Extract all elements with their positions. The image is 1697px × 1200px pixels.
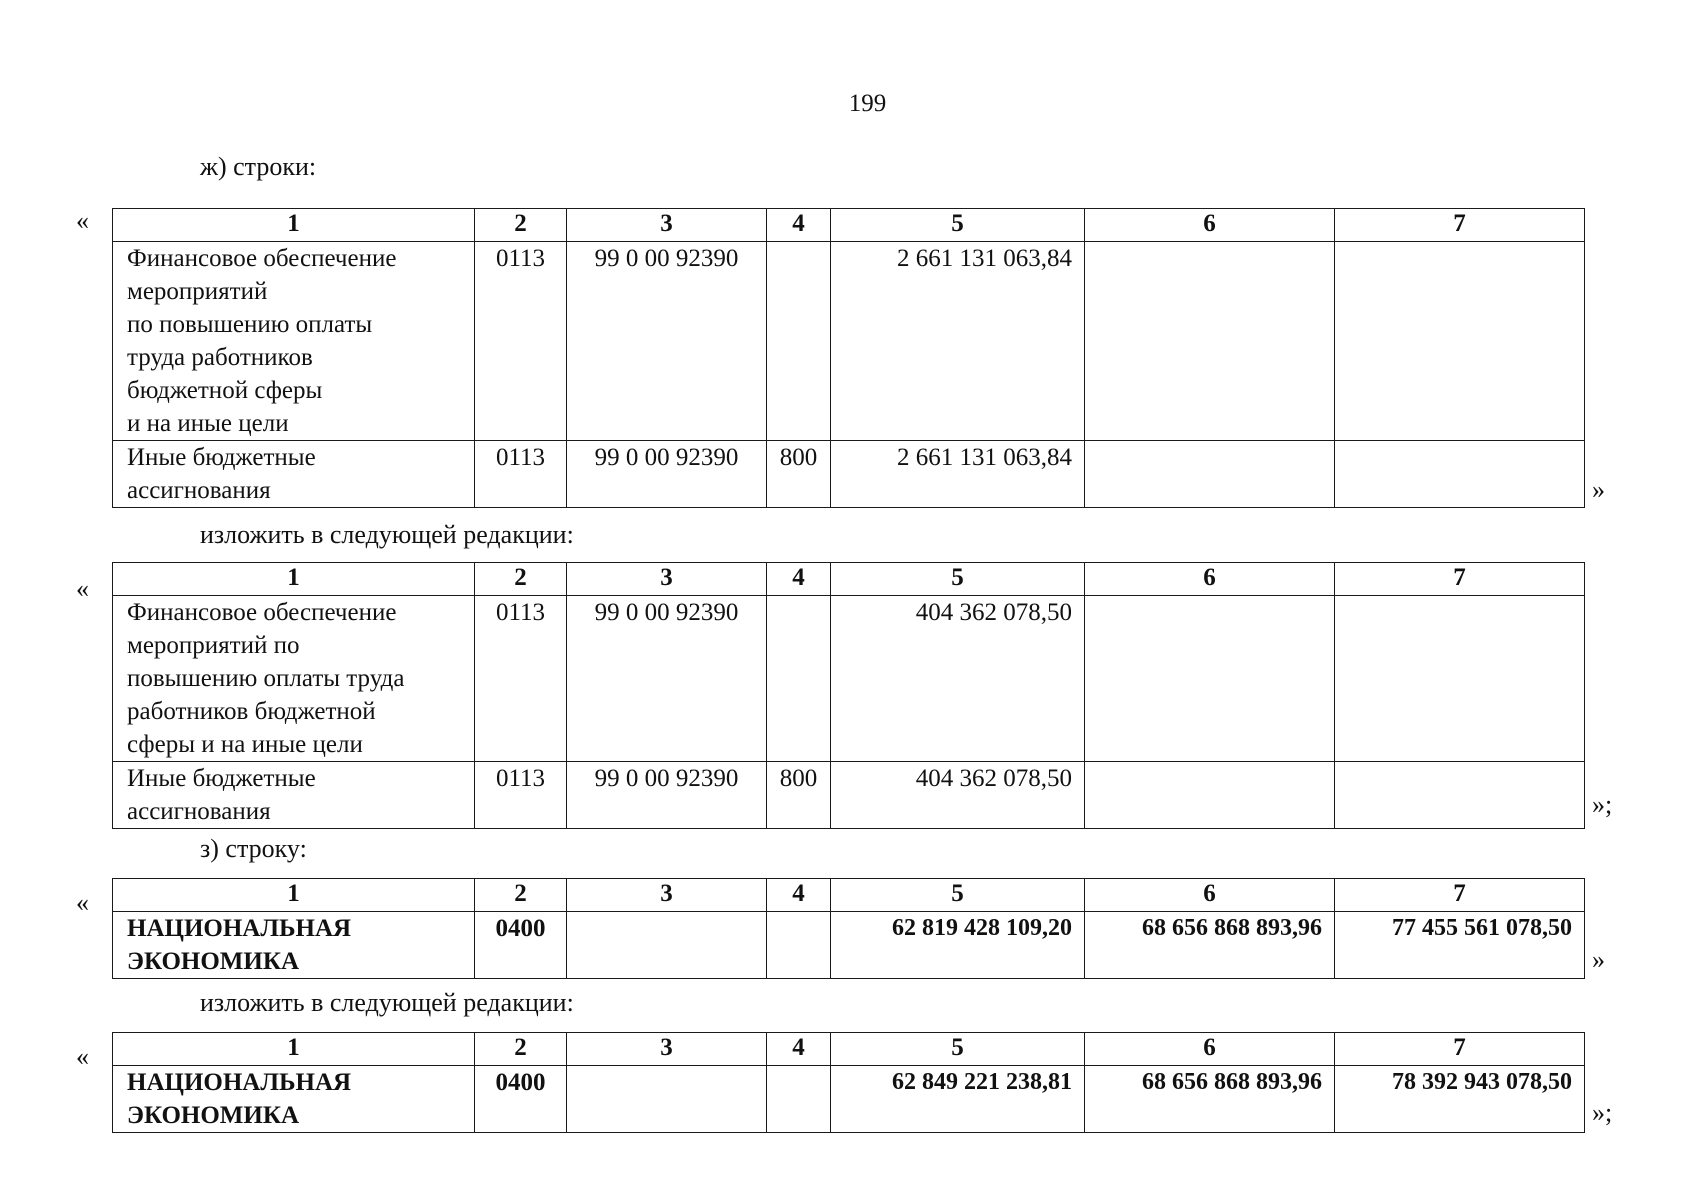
section-code: 0113 (475, 596, 567, 762)
section-code: 0113 (475, 762, 567, 829)
name-line: работников бюджетной (127, 698, 376, 725)
table-row (113, 242, 1585, 441)
amount-col6 (1085, 762, 1335, 829)
table-header-row (113, 1033, 1585, 1066)
name-line: ЭКОНОМИКА (127, 948, 300, 975)
amount-col6 (1085, 596, 1335, 762)
table-z-new (112, 1032, 1585, 1133)
name-line: ассигнования (127, 477, 271, 504)
row-name (113, 596, 475, 762)
row-name (113, 242, 475, 441)
quote-close-2: »; (1592, 790, 1613, 819)
row-name (113, 441, 475, 508)
amount-col7: 77 455 561 078,50 (1335, 912, 1585, 979)
name-line: труда работников (127, 344, 313, 371)
table-zh-old (112, 208, 1585, 508)
table-zh-new (112, 562, 1585, 829)
quote-close-3: » (1592, 945, 1605, 974)
target-article-code (567, 912, 767, 979)
name-line: сферы и на иные цели (127, 731, 363, 758)
quote-close-4: »; (1592, 1098, 1613, 1127)
name-line: ассигнования (127, 798, 271, 825)
header-cell: 5 (831, 1033, 1085, 1066)
page-number: 199 (848, 90, 887, 117)
header-cell: 3 (567, 563, 767, 596)
expense-type-code (767, 242, 831, 441)
table-header-row (113, 879, 1585, 912)
name-line: НАЦИОНАЛЬНАЯ (127, 1069, 352, 1096)
header-cell: 4 (767, 1033, 831, 1066)
section-code: 0113 (475, 242, 567, 441)
row-name (113, 912, 475, 979)
amount-col7 (1335, 441, 1585, 508)
header-cell: 4 (767, 209, 831, 242)
target-article-code: 99 0 00 92390 (567, 441, 767, 508)
header-cell: 1 (113, 879, 475, 912)
amount-col6: 68 656 868 893,96 (1085, 1066, 1335, 1133)
header-cell: 5 (831, 879, 1085, 912)
name-line: Иные бюджетные (127, 765, 316, 792)
expense-type-code: 800 (767, 762, 831, 829)
header-cell: 5 (831, 209, 1085, 242)
amount-col5: 404 362 078,50 (831, 762, 1085, 829)
table-row (113, 762, 1585, 829)
header-cell: 3 (567, 209, 767, 242)
quote-close-1: » (1592, 475, 1605, 504)
name-line: по повышению оплаты (127, 311, 373, 338)
header-cell: 1 (113, 1033, 475, 1066)
target-article-code: 99 0 00 92390 (567, 596, 767, 762)
header-cell: 6 (1085, 209, 1335, 242)
caption-zh-replace: изложить в следующей редакции: (200, 520, 574, 549)
quote-open-1: « (76, 206, 89, 235)
amount-col7 (1335, 596, 1585, 762)
header-cell: 2 (475, 1033, 567, 1066)
name-line: и на иные цели (127, 410, 289, 437)
header-cell: 3 (567, 1033, 767, 1066)
row-name (113, 762, 475, 829)
table-row (113, 1066, 1585, 1133)
target-article-code: 99 0 00 92390 (567, 242, 767, 441)
header-cell: 1 (113, 563, 475, 596)
name-line: НАЦИОНАЛЬНАЯ (127, 915, 352, 942)
header-cell: 6 (1085, 563, 1335, 596)
caption-z: з) строку: (200, 834, 307, 863)
header-cell: 5 (831, 563, 1085, 596)
table-header-row (113, 563, 1585, 596)
name-line: бюджетной сферы (127, 377, 323, 404)
expense-type-code (767, 596, 831, 762)
amount-col5: 62 849 221 238,81 (831, 1066, 1085, 1133)
table-row (113, 441, 1585, 508)
header-cell: 1 (113, 209, 475, 242)
table-row (113, 912, 1585, 979)
expense-type-code (767, 912, 831, 979)
quote-open-4: « (76, 1042, 89, 1071)
amount-col7: 78 392 943 078,50 (1335, 1066, 1585, 1133)
name-line: ЭКОНОМИКА (127, 1102, 300, 1129)
caption-z-replace: изложить в следующей редакции: (200, 988, 574, 1017)
amount-col6: 68 656 868 893,96 (1085, 912, 1335, 979)
target-article-code: 99 0 00 92390 (567, 762, 767, 829)
expense-type-code (767, 1066, 831, 1133)
header-cell: 7 (1335, 879, 1585, 912)
header-cell: 2 (475, 209, 567, 242)
amount-col6 (1085, 441, 1335, 508)
amount-col5: 2 661 131 063,84 (831, 441, 1085, 508)
header-cell: 6 (1085, 1033, 1335, 1066)
name-line: мероприятий (127, 278, 268, 305)
header-cell: 4 (767, 879, 831, 912)
section-code: 0400 (475, 1066, 567, 1133)
header-cell: 7 (1335, 563, 1585, 596)
header-cell: 6 (1085, 879, 1335, 912)
name-line: мероприятий по (127, 632, 300, 659)
header-cell: 3 (567, 879, 767, 912)
row-name (113, 1066, 475, 1133)
table-header-row (113, 209, 1585, 242)
header-cell: 7 (1335, 209, 1585, 242)
amount-col7 (1335, 242, 1585, 441)
header-cell: 4 (767, 563, 831, 596)
amount-col5: 404 362 078,50 (831, 596, 1085, 762)
expense-type-code: 800 (767, 441, 831, 508)
name-line: Финансовое обеспечение (127, 599, 397, 626)
section-code: 0400 (475, 912, 567, 979)
header-cell: 7 (1335, 1033, 1585, 1066)
section-code: 0113 (475, 441, 567, 508)
quote-open-3: « (76, 888, 89, 917)
target-article-code (567, 1066, 767, 1133)
amount-col7 (1335, 762, 1585, 829)
header-cell: 2 (475, 879, 567, 912)
name-line: Иные бюджетные (127, 444, 316, 471)
header-cell: 2 (475, 563, 567, 596)
amount-col5: 2 661 131 063,84 (831, 242, 1085, 441)
table-row (113, 596, 1585, 762)
quote-open-2: « (76, 574, 89, 603)
caption-zh: ж) строки: (200, 152, 317, 181)
name-line: Финансовое обеспечение (127, 245, 397, 272)
name-line: повышению оплаты труда (127, 665, 405, 692)
table-z-old (112, 878, 1585, 979)
amount-col6 (1085, 242, 1335, 441)
amount-col5: 62 819 428 109,20 (831, 912, 1085, 979)
